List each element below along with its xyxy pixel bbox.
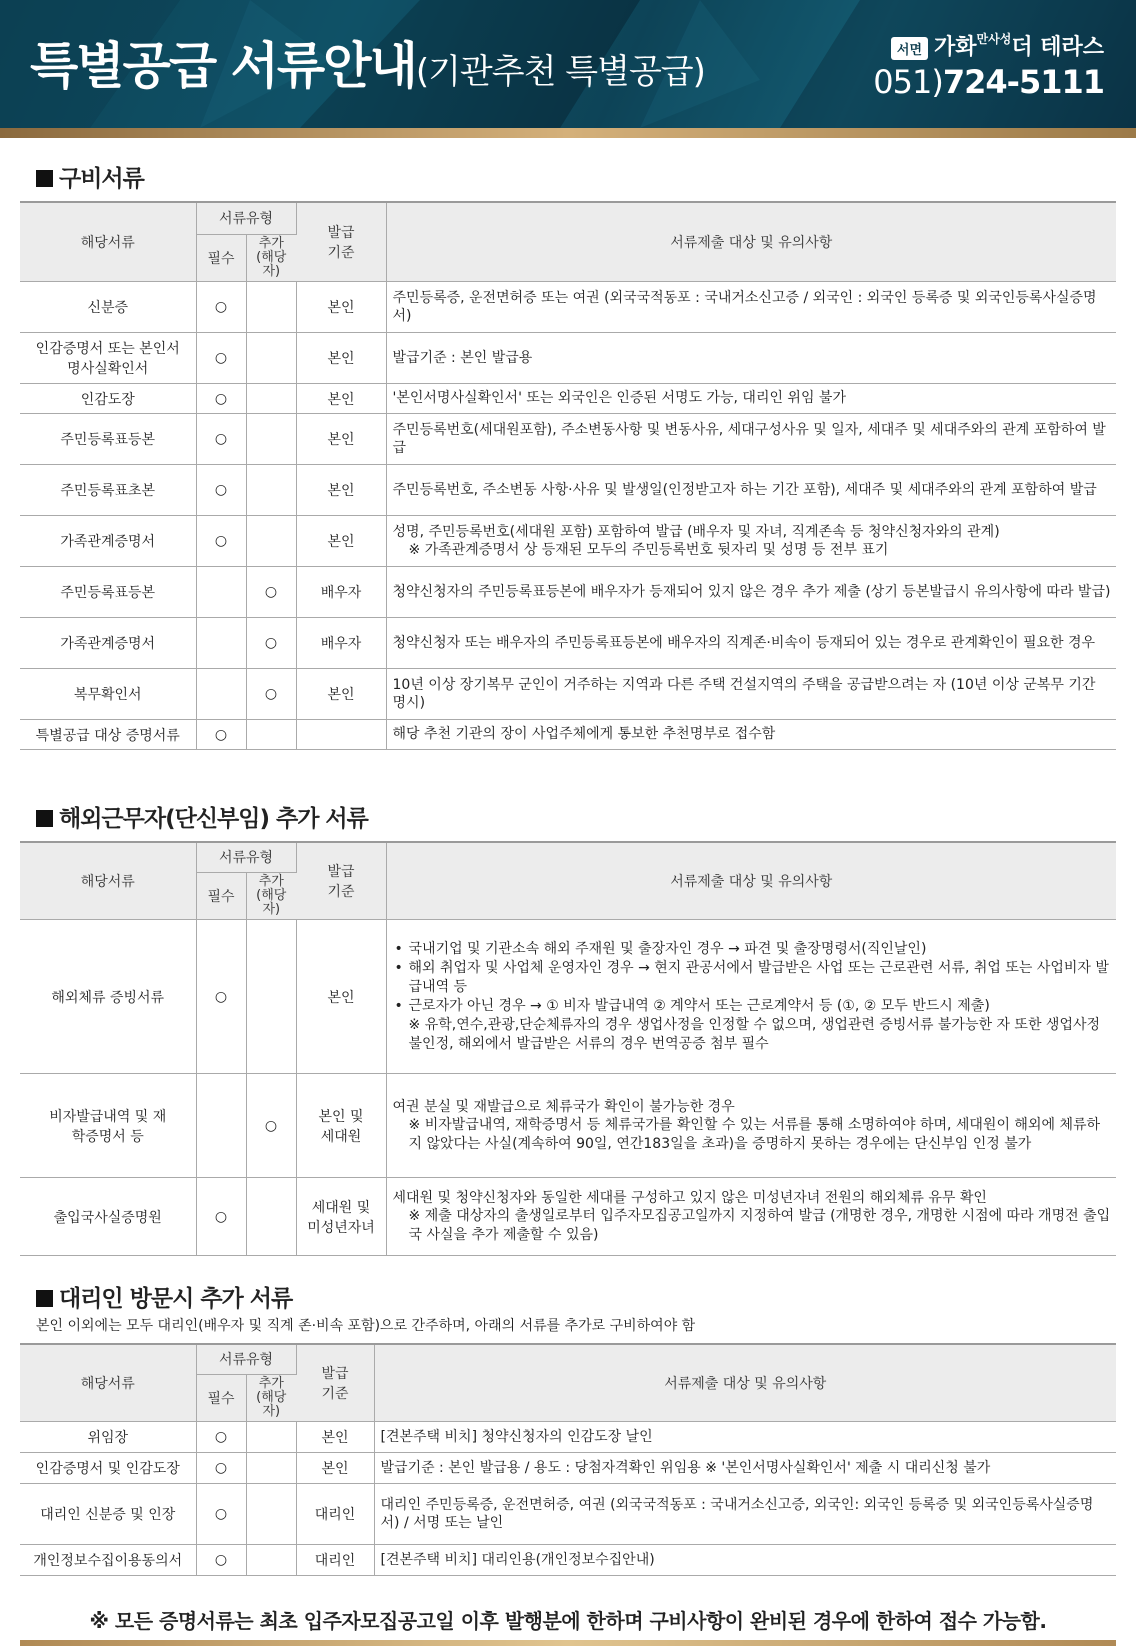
table-cell: ○	[196, 920, 246, 1074]
table-cell: 가족관계증명서	[20, 618, 196, 669]
table-cell: '본인서명사실확인서' 또는 외국인은 인증된 서명도 가능, 대리인 위임 불가	[386, 384, 1116, 414]
bottom-gold-bar	[20, 1640, 1116, 1646]
header-doc: 해당서류	[20, 1344, 196, 1422]
table-cell: 인감도장	[20, 384, 196, 414]
table-cell: 주민등록표등본	[20, 567, 196, 618]
table-row	[20, 1545, 1116, 1576]
table-cell: 성명, 주민등록번호(세대원 포함) 포함하여 발급 (배우자 및 자녀, 직계존속 등 청약신청자와의 관계) ※ 가족관계증명서 상 등재된 모두의 주민등록번호 뒷자리 및 성명 등 전부 표기	[386, 516, 1116, 567]
table-cell: 주민등록표등본	[20, 414, 196, 465]
table-cell: 주민등록번호(세대원포함), 주소변동사항 및 변동사유, 세대구성사유 및 일자, 세대주 및 세대주와의 관계 포함하여 발급	[386, 414, 1116, 465]
table-cell: ○	[196, 1178, 246, 1256]
table-cell: 청약신청자의 주민등록표등본에 배우자가 등재되어 있지 않은 경우 추가 제출 (상기 등본발급시 유의사항에 따라 발급)	[386, 567, 1116, 618]
table-cell: 위임장	[20, 1422, 196, 1453]
table-row	[20, 1484, 1116, 1545]
table-cell: ○	[196, 414, 246, 465]
table-cell: 여권 분실 및 재발급으로 체류국가 확인이 불가능한 경우 ※ 비자발급내역, 재학증명서 등 체류국가를 확인할 수 있는 서류를 통해 소명하여야 하며, 세대원이 해외에 체류하지 않았다는 사실(계속하여 90일, 연간183일을 초과)을 증명하지 못하는 경우에는 단신부임 인정 불가	[386, 1074, 1116, 1178]
table-cell: 대리인	[296, 1484, 374, 1545]
section-required-docs	[20, 160, 1116, 750]
table-cell: ○	[196, 516, 246, 567]
table-cell: 해외체류 증빙서류	[20, 920, 196, 1074]
section-subtitle: 본인 이외에는 모두 대리인(배우자 및 직계 존·비속 포함)으로 간주하며, 아래의 서류를 추가로 구비하여야 함	[36, 1318, 696, 1334]
table-cell: ○	[196, 282, 246, 333]
brand-phone[interactable]	[873, 63, 1104, 101]
table-row	[20, 920, 1116, 1074]
table-cell: ○	[246, 567, 296, 618]
table-cell	[246, 384, 296, 414]
table-cell: 주민등록표초본	[20, 465, 196, 516]
table-cell: 10년 이상 장기복무 군인이 거주하는 지역과 다른 주택 건설지역의 주택을 공급받으려는 자 (10년 이상 군복무 기간 명시)	[386, 669, 1116, 720]
header-additional: 추가 (해당자)	[246, 234, 296, 282]
table-cell: 신분증	[20, 282, 196, 333]
table-cell: 본인	[296, 1422, 374, 1453]
header-required: 필수	[196, 872, 246, 920]
table-cell: 본인 및 세대원	[296, 1074, 386, 1178]
section-proxy-docs	[20, 1280, 1116, 1576]
table-cell: 본인	[296, 516, 386, 567]
table-row	[20, 465, 1116, 516]
table-cell: [견본주택 비치] 청약신청자의 인감도장 날인	[374, 1422, 1116, 1453]
table-cell: 세대원 및 미성년자녀	[296, 1178, 386, 1256]
table-row	[20, 618, 1116, 669]
list-item: • 근로자가 아닌 경우 → ① 비자 발급내역 ② 계약서 또는 근로계약서 등 (①, ② 모두 반드시 제출)	[407, 997, 1112, 1016]
table-cell: ○	[196, 333, 246, 384]
header-notes: 서류제출 대상 및 유의사항	[386, 842, 1116, 920]
table-cell: 출입국사실증명원	[20, 1178, 196, 1256]
section-title: 대리인 방문시 추가 서류	[36, 1280, 1116, 1313]
page-title-main: 특별공급 서류안내	[30, 37, 416, 95]
section-overseas-docs	[20, 800, 1116, 1256]
table-cell: 본인	[296, 333, 386, 384]
table-row	[20, 1453, 1116, 1484]
list-item: • 국내기업 및 기관소속 해외 주재원 및 출장자인 경우 → 파견 및 출장명령서(직인날인)	[407, 940, 1112, 959]
table-cell: 본인	[296, 414, 386, 465]
section-title: 구비서류	[36, 160, 1116, 193]
phone-area: 051)	[873, 63, 943, 101]
table-cell: 본인	[296, 1453, 374, 1484]
brand-name-sup: 만사성	[976, 32, 1012, 46]
header-type: 서류유형	[196, 1344, 296, 1374]
table-cell: ○	[196, 465, 246, 516]
table-cell: 대리인 주민등록증, 운전면허증, 여권 (외국국적동포 : 국내거소신고증, 외국인: 외국인 등록증 및 외국인등록사실증명서) / 서명 또는 날인	[374, 1484, 1116, 1545]
table-cell	[246, 465, 296, 516]
gold-divider	[0, 128, 1136, 138]
table-cell	[246, 720, 296, 750]
square-bullet-icon	[36, 810, 53, 827]
table-cell: ○	[196, 1484, 246, 1545]
table-cell	[196, 1074, 246, 1178]
table-row	[20, 384, 1116, 414]
table-cell: 주민등록증, 운전면허증 또는 여권 (외국국적동포 : 국내거소신고증 / 외국인 : 외국인 등록증 및 외국인등록사실증명서)	[386, 282, 1116, 333]
table-row	[20, 282, 1116, 333]
table-cell	[296, 720, 386, 750]
table-cell	[196, 669, 246, 720]
header-notes: 서류제출 대상 및 유의사항	[374, 1344, 1116, 1422]
header-doc: 해당서류	[20, 842, 196, 920]
table-cell: 가족관계증명서	[20, 516, 196, 567]
header-additional: 추가 (해당자)	[246, 1374, 296, 1422]
brand-name-part2: 더 테라스	[1011, 35, 1104, 60]
table-cell	[246, 282, 296, 333]
table-cell: 대리인	[296, 1545, 374, 1576]
table-cell: ○	[246, 669, 296, 720]
table-cell: ○	[246, 1074, 296, 1178]
table-cell: 본인	[296, 669, 386, 720]
brand-block	[873, 30, 1104, 101]
table-cell: 청약신청자 또는 배우자의 주민등록표등본에 배우자의 직계존·비속이 등재되어 있는 경우로 관계확인이 필요한 경우	[386, 618, 1116, 669]
table-cell: 주민등록번호, 주소변동 사항·사유 및 발생일(인정받고자 하는 기간 포함), 세대주 및 세대주와의 관계 포함하여 발급	[386, 465, 1116, 516]
header-doc: 해당서류	[20, 202, 196, 282]
table-cell: 본인	[296, 465, 386, 516]
table-cell: 본인	[296, 384, 386, 414]
table-cell	[246, 516, 296, 567]
required-docs-table	[20, 201, 1116, 750]
table-cell: ○	[196, 1545, 246, 1576]
header-additional: 추가 (해당자)	[246, 872, 296, 920]
header-basis: 발급 기준	[296, 842, 386, 920]
list-item: • 해외 취업자 및 사업체 운영자인 경우 → 현지 관공서에서 발급받은 사업 또는 근로관련 서류, 취업 또는 사업비자 발급내역 등	[407, 959, 1112, 997]
phone-number: 724-5111	[942, 63, 1104, 101]
table-cell: 본인	[296, 282, 386, 333]
square-bullet-icon	[36, 1290, 53, 1307]
table-cell	[246, 1545, 296, 1576]
table-cell	[196, 567, 246, 618]
table-row	[20, 1178, 1116, 1256]
proxy-docs-table	[20, 1343, 1116, 1576]
table-row	[20, 414, 1116, 465]
brand-name-part1: 가화	[934, 35, 977, 60]
table-cell: ○	[196, 384, 246, 414]
table-cell	[246, 333, 296, 384]
table-cell: ○	[246, 618, 296, 669]
section-title: 해외근무자(단신부임) 추가 서류	[36, 800, 1116, 833]
table-row	[20, 1074, 1116, 1178]
table-cell: 발급기준 : 본인 발급용	[386, 333, 1116, 384]
table-cell: ○	[196, 1422, 246, 1453]
table-cell: ○	[196, 1453, 246, 1484]
table-cell: 특별공급 대상 증명서류	[20, 720, 196, 750]
table-cell: 해당 추천 기관의 장이 사업주체에게 통보한 추천명부로 접수함	[386, 720, 1116, 750]
table-cell	[246, 1453, 296, 1484]
table-cell	[246, 1178, 296, 1256]
table-cell: [견본주택 비치] 대리인용(개인정보수집안내)	[374, 1545, 1116, 1576]
table-row	[20, 567, 1116, 618]
table-row	[20, 1422, 1116, 1453]
table-cell	[246, 920, 296, 1074]
header-basis: 발급 기준	[296, 1344, 374, 1422]
square-bullet-icon	[36, 170, 53, 187]
table-row	[20, 333, 1116, 384]
table-cell: 복무확인서	[20, 669, 196, 720]
overseas-docs-table	[20, 841, 1116, 1256]
table-cell: ○	[196, 720, 246, 750]
brand-tag: 서면	[891, 37, 928, 60]
table-cell: 인감증명서 또는 본인서명사실확인서	[20, 333, 196, 384]
table-cell	[246, 1422, 296, 1453]
table-cell: • 국내기업 및 기관소속 해외 주재원 및 출장자인 경우 → 파견 및 출장명령서(직인날인) • 해외 취업자 및 사업체 운영자인 경우 → 현지 관공서에서 발급받은 사업 또는 근로관련 서류, 취업 또는 사업비자 발급내역 등 • 근로자가 아닌 경우 → ① 비자 발급내역 ② 계약서 또는 근로계약서 등 (①, ② 모두 반드시 제출) ※ 유학,연수,관광,단순체류자의 경우 생업사정을 인정할 수 없으며, 생업관련 증빙서류 불가능한 자 또한 생업사정 불인정, 해외에서 발급받은 서류의 경우 번역공증 첨부 필수	[386, 920, 1116, 1074]
header-notes: 서류제출 대상 및 유의사항	[386, 202, 1116, 282]
table-cell: 인감증명서 및 인감도장	[20, 1453, 196, 1484]
page-title	[30, 26, 705, 98]
table-cell: 비자발급내역 및 재학증명서 등	[20, 1074, 196, 1178]
table-cell: 본인	[296, 920, 386, 1074]
page-title-sub: (기관추천 특별공급)	[415, 52, 705, 92]
table-cell	[196, 618, 246, 669]
table-cell: 개인정보수집이용동의서	[20, 1545, 196, 1576]
header-type: 서류유형	[196, 202, 296, 234]
header-banner	[0, 0, 1136, 128]
table-cell: 배우자	[296, 618, 386, 669]
table-cell: 대리인 신분증 및 인장	[20, 1484, 196, 1545]
header-type: 서류유형	[196, 842, 296, 872]
table-row	[20, 720, 1116, 750]
table-cell: 배우자	[296, 567, 386, 618]
table-row	[20, 669, 1116, 720]
table-cell	[246, 1484, 296, 1545]
header-required: 필수	[196, 1374, 246, 1422]
table-cell: 발급기준 : 본인 발급용 / 용도 : 당첨자격확인 위임용 ※ '본인서명사실확인서' 제출 시 대리신청 불가	[374, 1453, 1116, 1484]
footer-note: ※ 모든 증명서류는 최초 입주자모집공고일 이후 발행분에 한하며 구비사항이 완비된 경우에 한하여 접수 가능함.	[89, 1609, 1047, 1633]
table-cell: 세대원 및 청약신청자와 동일한 세대를 구성하고 있지 않은 미성년자녀 전원의 해외체류 유무 확인 ※ 제출 대상자의 출생일로부터 입주자모집공고일까지 지정하여 발급 (개명한 경우, 개명한 시점에 따라 개명전 출입국 사실을 추가 제출할 수 있음)	[386, 1178, 1116, 1256]
header-required: 필수	[196, 234, 246, 282]
table-row	[20, 516, 1116, 567]
table-cell	[246, 414, 296, 465]
header-basis: 발급 기준	[296, 202, 386, 282]
